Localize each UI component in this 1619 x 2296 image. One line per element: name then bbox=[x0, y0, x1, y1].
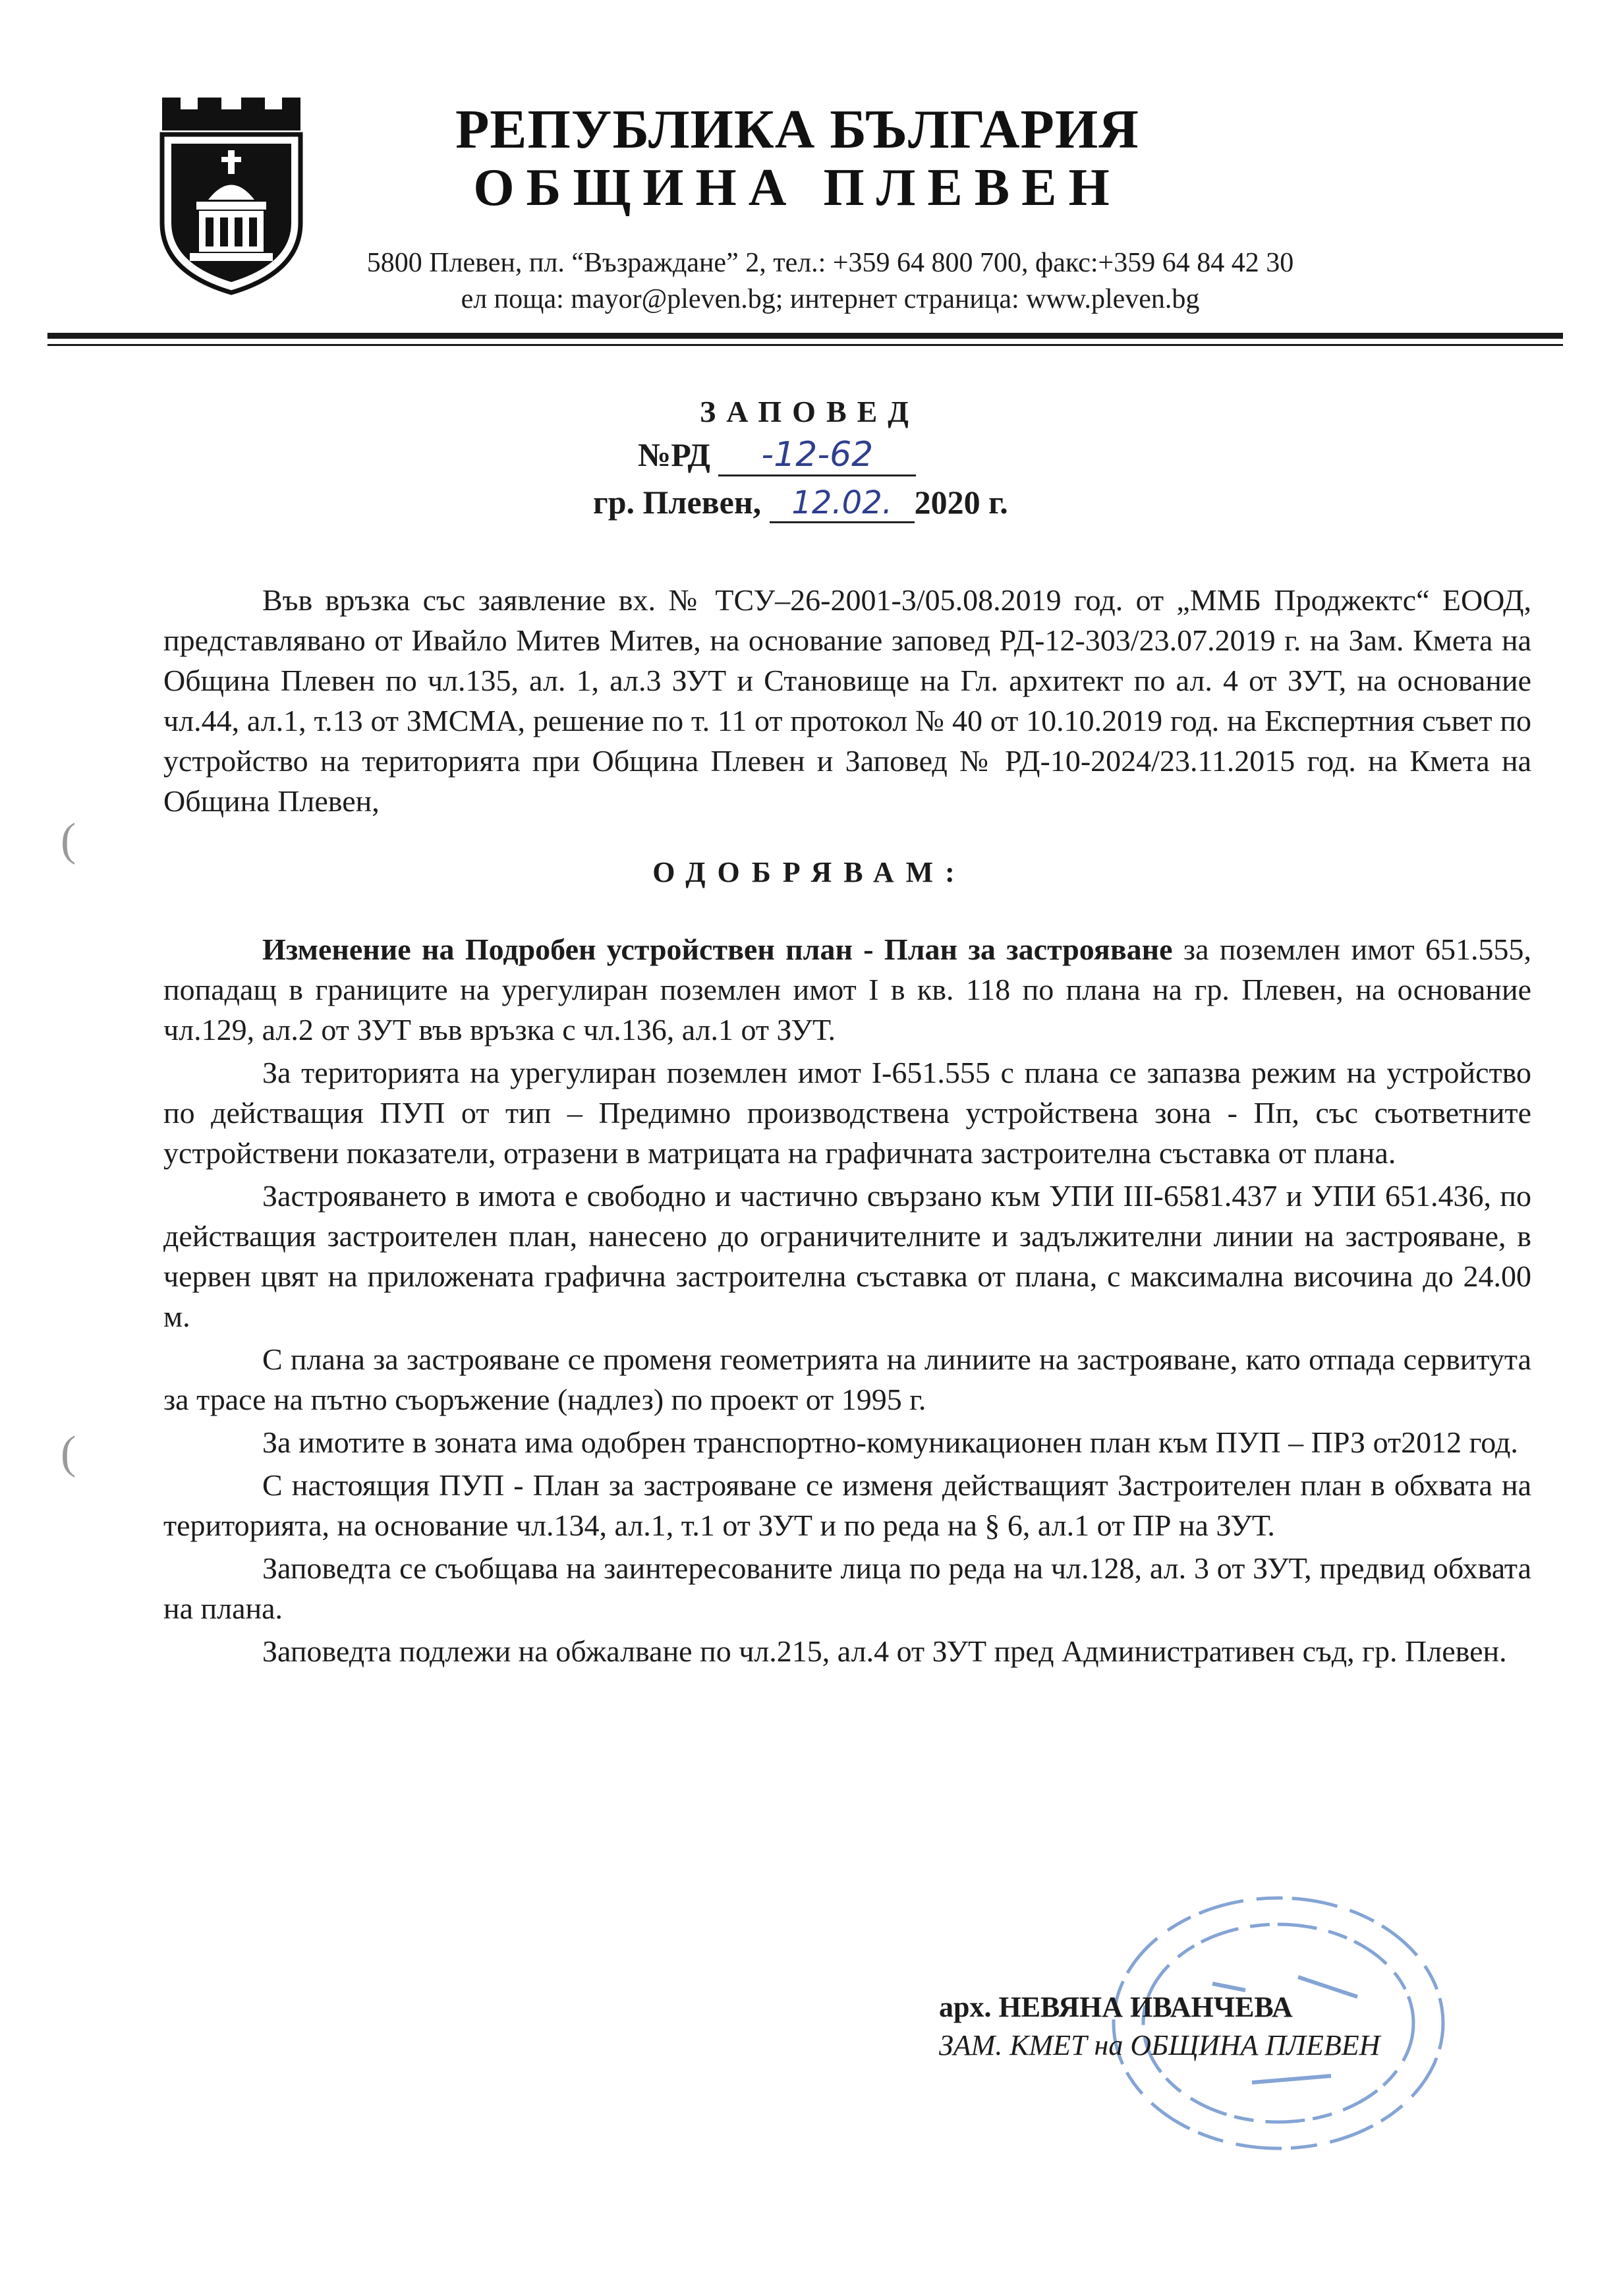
order-number-prefix: №РД bbox=[638, 436, 710, 473]
order-number bbox=[638, 435, 916, 476]
main-paragraph-8: Заповедта подлежи на обжалване по чл.215, ал.4 от ЗУТ пред Административен съд, гр. Плевен. bbox=[262, 1634, 1507, 1668]
municipality-title: ОБЩИНА ПЛЕВЕН bbox=[473, 159, 1122, 217]
header-rule-thin bbox=[47, 344, 1563, 346]
plan-title-rest: за поземлен имот 651.555, попадащ в границите на урегулиран поземлен имот I в кв. 118 по плана на гр. Плевен, на основание чл.129, ал.2 от ЗУТ във връзка с чл.136, ал.1 от ЗУТ. bbox=[163, 933, 1531, 1047]
punch-mark: ( bbox=[61, 815, 76, 865]
main-section bbox=[163, 929, 1531, 1674]
order-number-handwritten: -12-62 bbox=[718, 435, 916, 476]
signer-name: арх. НЕВЯНА ИВАНЧЕВА bbox=[939, 1991, 1293, 2023]
punch-mark: ( bbox=[61, 1427, 76, 1478]
intro-paragraph: Във връзка със заявление вх. № ТСУ–26-2001-3/05.08.2019 год. от „ММБ Проджектс“ ЕООД, представлявано от Ивайло Митев Митев, на основание заповед РД-12-303/23.07.2019 г. на Зам. Кмета на Община Плевен по чл.135, ал. 1, ал.3 ЗУТ и Становище на Гл. архитект по ал. 4 от ЗУТ, на основание чл.44, ал.1, т.13 от ЗМСМА, решение по т. 11 от протокол № 40 от 10.10.2019 год. на Експертния съвет по устройство на територията при Община Плевен и Заповед № РД-10-2024/23.11.2015 год. на Кмета на Община Плевен, bbox=[163, 583, 1531, 818]
address-line: 5800 Плевен, пл. “Възраждане” 2, тел.: +359 64 800 700, факс:+359 64 84 42 30 bbox=[366, 248, 1294, 278]
header-rule bbox=[47, 333, 1563, 339]
plan-title-bold: Изменение на Подробен устройствен план - План за застрояване bbox=[262, 933, 1173, 966]
approve-heading: ОДОБРЯВАМ: bbox=[652, 856, 967, 888]
contact-line: ел поща: mayor@pleven.bg; интернет страница: www.pleven.bg bbox=[461, 284, 1200, 314]
municipality-crest-icon bbox=[157, 84, 306, 295]
order-date-prefix: гр. Плевен, bbox=[593, 484, 762, 521]
main-paragraph-1 bbox=[163, 929, 1531, 1050]
main-paragraph-6: С настоящия ПУП - План за застрояване се изменя действащият Застроителен план в обхвата на територията, на основание чл.134, ал.1, т.1 от ЗУТ и по реда на § 6, ал.1 от ПР на ЗУТ. bbox=[163, 1468, 1531, 1542]
order-title: ЗАПОВЕД bbox=[700, 395, 919, 428]
order-date bbox=[593, 483, 1008, 523]
main-paragraph-7: Заповедта се съобщава на заинтересованите лица по реда на чл.128, ал. 3 от ЗУТ, предвид обхвата на плана. bbox=[163, 1551, 1531, 1625]
main-paragraph-3: Застрояването в имота е свободно и частично свързано към УПИ III-6581.437 и УПИ 651.436, по действащия застроителен план, нанесено до ограничителните и задължителни линии на застрояване, в червен цвят на приложената графична застроителна съставка от плана, с максимална височина до 24.00 м. bbox=[163, 1179, 1531, 1333]
country-title: РЕПУБЛИКА БЪЛГАРИЯ bbox=[455, 99, 1139, 160]
main-paragraph-4: С плана за застрояване се променя геометрията на линиите на застрояване, като отпада сервитута за трасе на пътно съоръжение (надлез) по проект от 1995 г. bbox=[163, 1342, 1531, 1416]
main-paragraph-2: За територията на урегулиран поземлен имот I-651.555 с плана се запазва режим на устройство по действащия ПУП от тип – Предимно производствена устройствена зона - Пп, със съответните устройствени показатели, отразени в матрицата на графичната застроителна съставка от плана. bbox=[163, 1056, 1531, 1170]
intro-section bbox=[163, 580, 1531, 821]
order-date-suffix: 2020 г. bbox=[914, 484, 1008, 521]
main-paragraph-5: За имотите в зоната има одобрен транспортно-комуникационен план към ПУП – ПРЗ от2012 год. bbox=[262, 1425, 1518, 1459]
signer-role: ЗАМ. КМЕТ на ОБЩИНА ПЛЕВЕН bbox=[939, 2029, 1380, 2061]
order-date-handwritten: 12.02. bbox=[770, 484, 915, 523]
